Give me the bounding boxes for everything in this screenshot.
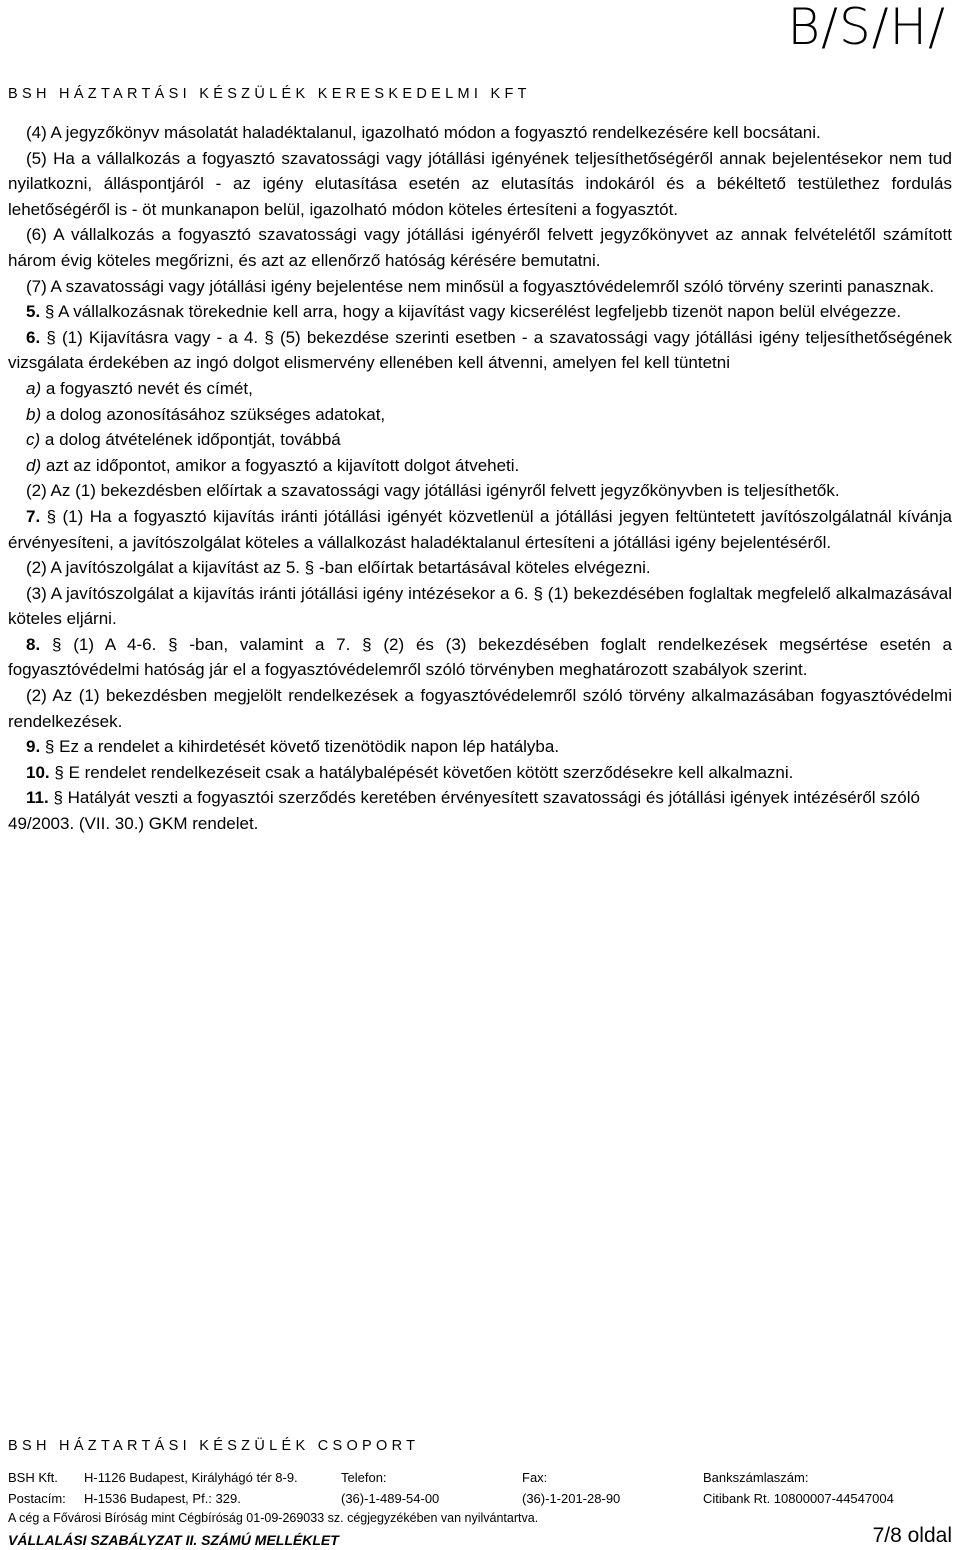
section-text: (2) és (3) bekezdésében foglalt rendelkezések megsértése esetén a fogyasztóvédelmi hatóság jár el a fogyasztóvédelemről szóló törvényben meghatározott szabályok szerint.: [8, 634, 952, 680]
paragraph: (4) A jegyzőkönyv másolatát haladéktalanul, igazolható módon a fogyasztó rendelkezésére kell bocsátani.: [26, 123, 821, 142]
paragraph: (2) Az (1) bekezdésben előírtak a szavatossági vagy jótállási igényről felvett jegyzőkönyvben is teljesíthetők.: [26, 481, 840, 501]
list-text: a dolog azonosításához szükséges adatokat,: [41, 404, 386, 424]
section-text: (5) bekezdése szerinti esetben - a szavatossági vagy jótállási igény teljesíthetőségének vizsgálata érdekében az ingó dolgot elismervény ellenében kell átvenni, amelyen fel kell tüntetni: [8, 327, 953, 373]
section-sign-icon: §: [44, 302, 55, 322]
paragraph: (7) A szavatossági vagy jótállási igény bejelentése nem minősül a fogyasztóvédelemről szóló törvény szerinti panasznak.: [26, 276, 935, 296]
list-text: a fogyasztó nevét és címét,: [41, 378, 253, 398]
paragraph: (2) Az (1) bekezdésben megjelölt rendelkezések a fogyasztóvédelemről szóló törvény alkalmazásában fogyasztóvédelmi rendelkezések.: [8, 686, 952, 731]
list-text: azt az időpontot, amikor a fogyasztó a kijavított dolgot átveheti.: [41, 455, 520, 475]
phone-number: (36)-1-489-54-00: [341, 1491, 440, 1506]
list-letter: a): [26, 378, 42, 398]
section-number: 9.: [26, 737, 41, 757]
list-item: [8, 453, 952, 479]
section-text: (1) Kijavításra vagy - a 4.: [55, 327, 259, 347]
fax-number: (36)-1-201-28-90: [522, 1491, 621, 1506]
section-text: (1) Ha a fogyasztó kijavítás iránti jótállási igényét közvetlenül a jótállási jegyen feltüntetett javítószolgálatnál kívánja érvényesíteni, a javítószolgálat köteles a vállalkozást haladéktalanul értesíteni a jótállási igény bejelentéséről.: [8, 506, 952, 552]
section-sign-icon: §: [168, 634, 178, 654]
paragraph: (6) A vállalkozás a fogyasztó szavatossági vagy jótállási igényéről felvett jegyzőkönyvet az annak felvételétől számított három évig köteles megőrizni, és azt az ellenőrző hatóság kérésére bemutatni.: [8, 225, 952, 270]
company-header: BSH HÁZTARTÁSI KÉSZÜLÉK KERESKEDELMI KFT: [8, 86, 531, 102]
section-number: 7.: [26, 506, 41, 526]
paragraph: (5) Ha a vállalkozás a fogyasztó szavatossági vagy jótállási igényének teljesíthetőségéről annak bejelentésekor nem tud nyilatkozni, álláspontjáról - az igény elutasítása esetén az elutasítás indokáról és a békéltető testülethez fordulás lehetőségéről is - öt munkanapon belül, igazolható módon köteles értesíteni a fogyasztót.: [8, 148, 952, 219]
section-sign-icon: §: [362, 634, 372, 654]
section-10: [8, 760, 952, 786]
section-text: Ez a rendelet a kihirdetését követő tizenötödik napon lép hatályba.: [54, 737, 560, 757]
section-sign-icon: §: [53, 788, 63, 808]
section-8: [8, 632, 952, 683]
section-sign-icon: §: [54, 762, 64, 782]
section-text: E rendelet rendelkezéseit csak a hatálybalépését követően kötött szerződésekre kell alkalmazni.: [63, 762, 794, 782]
company-address: H-1126 Budapest, Királyhágó tér 8-9.: [84, 1470, 298, 1485]
logo: B/S/H/: [787, 0, 946, 56]
section-text: A vállalkozásnak törekednie kell arra, hogy a kijavítást vagy kicserélést legfeljebb tizenöt napon belül elvégezze.: [54, 302, 902, 322]
postal-label: Postacím:: [8, 1491, 66, 1506]
list-text: a dolog átvételének időpontját, továbbá: [40, 430, 341, 450]
paragraph: [8, 555, 952, 581]
bank-account: Citibank Rt. 10800007-44547004: [703, 1491, 894, 1506]
list-letter: d): [26, 455, 42, 475]
section-sign-icon: §: [264, 327, 274, 347]
list-letter: c): [26, 430, 41, 450]
fax-label: Fax:: [522, 1470, 548, 1485]
section-7: [8, 504, 952, 555]
registration-note: A cég a Fővárosi Bíróság mint Cégbíróság 01-09-269033 sz. cégjegyzékében van nyilvántartva.: [8, 1511, 539, 1525]
list-item: [8, 376, 952, 402]
bank-label: Bankszámlaszám:: [703, 1470, 809, 1485]
list-letter: b): [26, 404, 42, 424]
section-sign-icon: §: [44, 737, 55, 757]
paragraph: [8, 581, 952, 632]
paragraph-text: (2) A javítószolgálat a kijavítást az 5.: [26, 558, 301, 578]
section-5: [8, 299, 952, 325]
section-11: [8, 785, 952, 836]
phone-label: Telefon:: [341, 1470, 387, 1485]
section-6: [8, 325, 952, 376]
section-number: 11.: [26, 788, 49, 808]
paragraph-text: (1) bekezdésében foglaltak megfelelő alkalmazásával köteles eljárni.: [8, 583, 952, 629]
company-name: BSH Kft.: [8, 1470, 58, 1485]
section-text: Hatályát veszti a fogyasztói szerződés keretében érvényesített szavatossági és jótállási igények intézéséről szóló 49/2003. (VII. 30.) GKM rendelet.: [8, 788, 920, 834]
section-text: -ban, valamint a 7.: [177, 634, 351, 654]
section-number: 8.: [26, 634, 41, 654]
section-text: (1) A 4-6.: [61, 634, 157, 654]
list-item: [8, 427, 952, 453]
postal-address: H-1536 Budapest, Pf.: 329.: [84, 1491, 241, 1506]
page-number: 7/8 oldal: [872, 1524, 952, 1547]
company-footer: BSH HÁZTARTÁSI KÉSZÜLÉK CSOPORT: [8, 1438, 420, 1454]
paragraph-text: -ban előírtak betartásával köteles elvégezni.: [314, 558, 651, 578]
section-number: 5.: [26, 302, 41, 322]
section-sign-icon: §: [46, 506, 57, 526]
section-number: 10.: [26, 762, 50, 782]
section-sign-icon: §: [51, 634, 62, 654]
paragraph-text: (3) A javítószolgálat a kijavítás iránti jótállási igény intézésekor a 6.: [26, 583, 529, 603]
section-sign-icon: §: [533, 583, 543, 603]
document-title: VÁLLALÁSI SZABÁLYZAT II. SZÁMÚ MELLÉKLET: [8, 1532, 339, 1548]
section-9: [8, 734, 952, 760]
list-item: [8, 402, 952, 428]
section-number: 6.: [26, 327, 41, 347]
section-sign-icon: §: [46, 327, 56, 347]
section-sign-icon: §: [304, 558, 315, 578]
document-body: [8, 120, 952, 837]
